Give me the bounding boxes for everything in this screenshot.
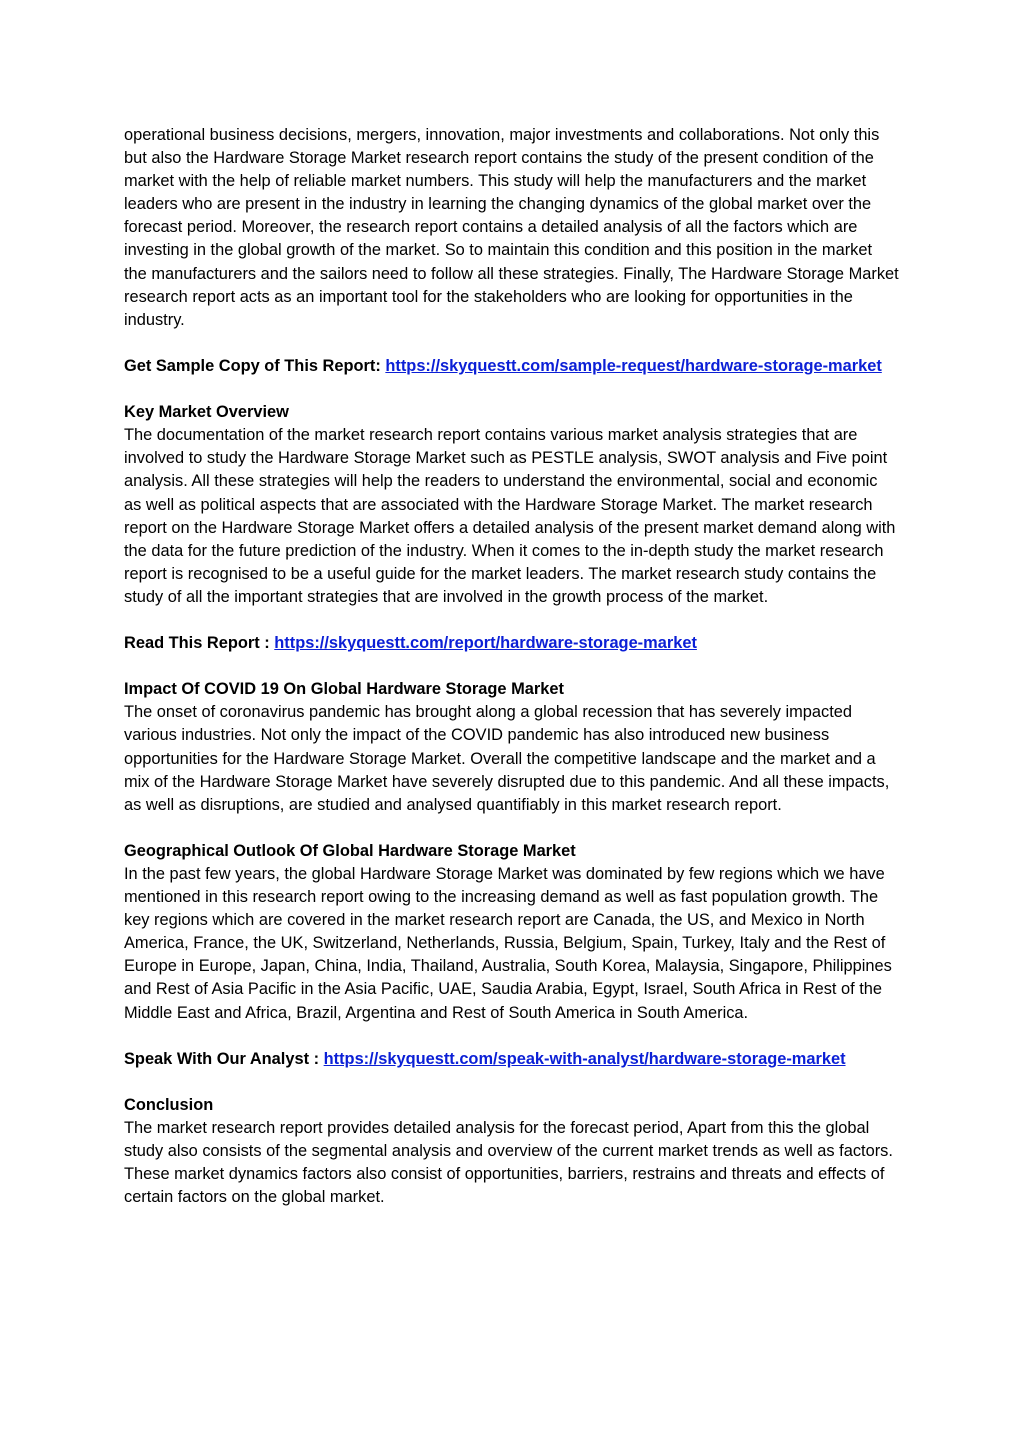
analyst-line <box>124 1048 899 1071</box>
conclusion-section <box>124 1094 899 1209</box>
key-overview-heading: Key Market Overview <box>124 403 289 422</box>
geo-section <box>124 840 899 1025</box>
analyst-label: Speak With Our Analyst : <box>124 1049 320 1068</box>
key-overview-text: The documentation of the market research report contains various market analysis strategies that are involved to study the Hardware Storage Market such as PESTLE analysis, SWOT analysis and Five point analysis. All these strategies will help the readers to understand the environmental, social and economic as well as political aspects that are associated with the Hardware Storage Market. The market research report on the Hardware Storage Market offers a detailed analysis of the present market demand along with the data for the future prediction of the industry. When it comes to the in-depth study the market research report is recognised to be a useful guide for the market leaders. The market research study contains the study of all the important strategies that are involved in the growth process of the market. <box>124 426 896 606</box>
sample-copy-label: Get Sample Copy of This Report: <box>124 356 381 375</box>
covid-section <box>124 678 899 817</box>
sample-copy-line <box>124 355 899 378</box>
covid-heading: Impact Of COVID 19 On Global Hardware Storage Market <box>124 680 564 699</box>
sample-copy-link[interactable]: https://skyquestt.com/sample-request/hardware-storage-market <box>385 356 882 375</box>
analyst-link[interactable]: https://skyquestt.com/speak-with-analyst/hardware-storage-market <box>323 1049 846 1068</box>
read-report-line <box>124 632 899 655</box>
intro-paragraph: operational business decisions, mergers, innovation, major investments and collaborations. Not only this but also the Hardware Storage Market research report contains the study of the present condition of the market with the help of reliable market numbers. This study will help the manufacturers and the market leaders who are present in the industry in learning the changing dynamics of the global market over the forecast period. Moreover, the research report contains a detailed analysis of all the factors which are investing in the global growth of the market. So to maintain this condition and this position in the market the manufacturers and the sailors need to follow all these strategies. Finally, The Hardware Storage Market research report acts as an important tool for the stakeholders who are looking for opportunities in the industry. <box>124 126 899 329</box>
read-report-link[interactable]: https://skyquestt.com/report/hardware-storage-market <box>274 634 697 653</box>
document-body <box>124 124 899 1233</box>
conclusion-heading: Conclusion <box>124 1095 214 1114</box>
read-report-label: Read This Report : <box>124 634 270 653</box>
key-overview-section <box>124 401 899 609</box>
geo-text: In the past few years, the global Hardware Storage Market was dominated by few regions which we have mentioned in this research report owing to the increasing demand as well as fast population growth. The key regions which are covered in the market research report are Canada, the US, and Mexico in North America, France, the UK, Switzerland, Netherlands, Russia, Belgium, Spain, Turkey, Italy and the Rest of Europe in Europe, Japan, China, India, Thailand, Australia, South Korea, Malaysia, Singapore, Philippines and Rest of Asia Pacific in the Asia Pacific, UAE, Saudia Arabia, Egypt, Israel, South Africa in Rest of the Middle East and Africa, Brazil, Argentina and Rest of South America in South America. <box>124 865 892 1022</box>
conclusion-text: The market research report provides detailed analysis for the forecast period, Apart from this the global study also consists of the segmental analysis and overview of the current market trends as well as factors. These market dynamics factors also consist of opportunities, barriers, restrains and threats and effects of certain factors on the global market. <box>124 1119 893 1207</box>
covid-text: The onset of coronavirus pandemic has brought along a global recession that has severely impacted various industries. Not only the impact of the COVID pandemic has also introduced new business opportunities for the Hardware Storage Market. Overall the competitive landscape and the market and a mix of the Hardware Storage Market have severely disrupted due to this pandemic. And all these impacts, as well as disruptions, are studied and analysed quantifiably in this market research report. <box>124 703 890 814</box>
geo-heading: Geographical Outlook Of Global Hardware Storage Market <box>124 841 576 860</box>
